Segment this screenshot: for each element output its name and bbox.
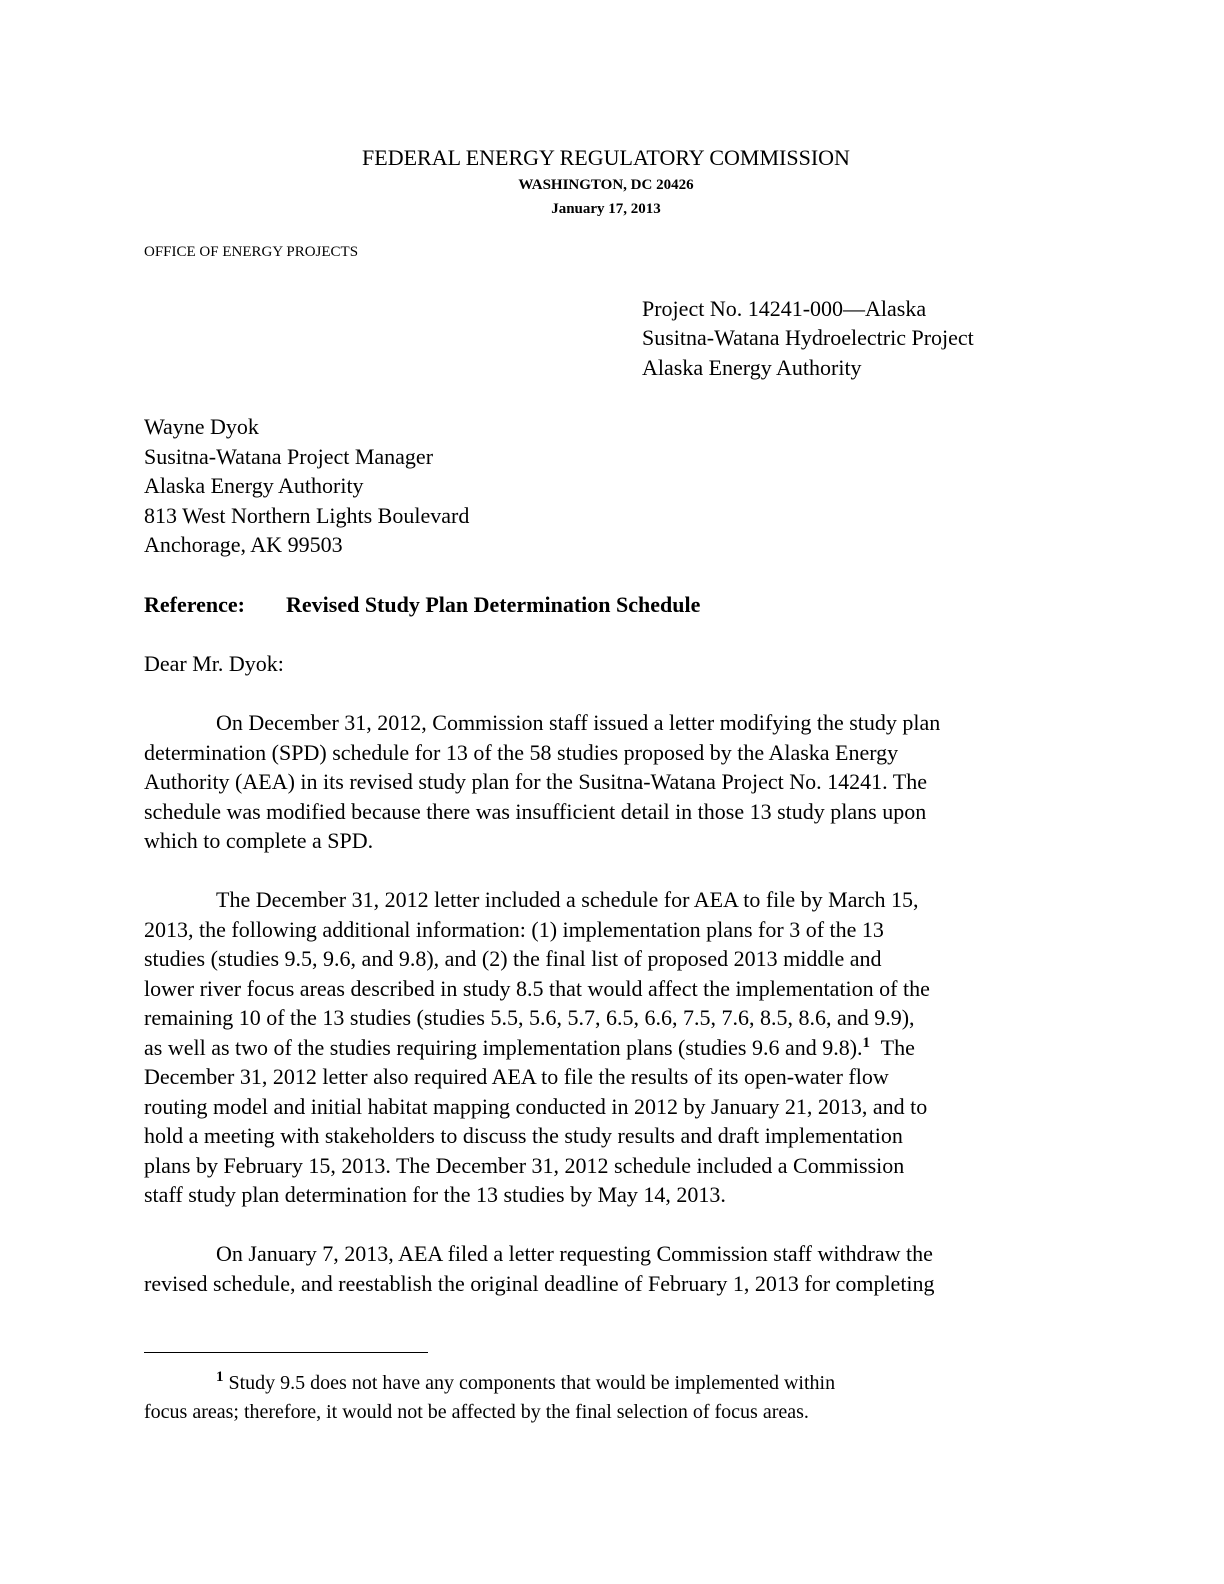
reference-label: Reference: (144, 592, 245, 617)
footnote-line-1 (216, 1370, 835, 1396)
office-name: OFFICE OF ENERGY PROJECTS (144, 244, 359, 260)
paragraph-line: remaining 10 of the 13 studies (studies 5.5, 5.6, 5.7, 6.5, 6.6, 7.5, 7.6, 8.5, 8.6, and 9.9), (144, 1005, 915, 1030)
footnote-reference: 1 (862, 1035, 871, 1051)
project-applicant: Alaska Energy Authority (642, 355, 862, 380)
paragraph-line: 2013, the following additional information: (1) implementation plans for 3 of the 13 (144, 917, 884, 942)
recipient-title: Susitna-Watana Project Manager (144, 444, 434, 469)
paragraph-line: plans by February 15, 2013. The December 31, 2012 schedule included a Commission (144, 1153, 905, 1178)
recipient-organization: Alaska Energy Authority (144, 473, 364, 498)
paragraph-line: December 31, 2012 letter also required AEA to file the results of its open-water flow (144, 1064, 889, 1089)
paragraph-line: studies (studies 9.5, 9.6, and 9.8), and (2) the final list of proposed 2013 middle and (144, 946, 882, 971)
salutation: Dear Mr. Dyok: (144, 651, 284, 676)
paragraph-line: lower river focus areas described in study 8.5 that would affect the implementation of the (144, 976, 930, 1001)
project-number: Project No. 14241-000—Alaska (642, 296, 927, 321)
agency-name: FEDERAL ENERGY REGULATORY COMMISSION (362, 145, 850, 170)
paragraph-line-tail: The (870, 1035, 915, 1060)
paragraph-line: Authority (AEA) in its revised study plan for the Susitna-Watana Project No. 14241. The (144, 769, 927, 794)
paragraph-line: routing model and initial habitat mapping conducted in 2012 by January 21, 2013, and to (144, 1094, 928, 1119)
paragraph-line-with-note (144, 1033, 915, 1062)
paragraph-line: which to complete a SPD. (144, 828, 374, 853)
footnote-divider (144, 1352, 428, 1353)
paragraph-line: staff study plan determination for the 13 studies by May 14, 2013. (144, 1182, 726, 1207)
paragraph-line: hold a meeting with stakeholders to discuss the study results and draft implementation (144, 1123, 903, 1148)
project-name: Susitna-Watana Hydroelectric Project (642, 325, 974, 350)
paragraph-line: On January 7, 2013, AEA filed a letter requesting Commission staff withdraw the (216, 1241, 933, 1266)
footnote-line-2: focus areas; therefore, it would not be affected by the final selection of focus areas. (144, 1401, 809, 1423)
paragraph-line: revised schedule, and reestablish the original deadline of February 1, 2013 for completing (144, 1271, 935, 1296)
paragraph-line: The December 31, 2012 letter included a schedule for AEA to file by March 15, (216, 887, 919, 912)
recipient-city: Anchorage, AK 99503 (144, 532, 343, 557)
paragraph-line-text: as well as two of the studies requiring implementation plans (studies 9.6 and 9.8). (144, 1035, 863, 1060)
paragraph-line: determination (SPD) schedule for 13 of the 58 studies proposed by the Alaska Energy (144, 740, 899, 765)
agency-address: WASHINGTON, DC 20426 (518, 177, 694, 193)
footnote-number: 1 (216, 1369, 224, 1385)
recipient-street: 813 West Northern Lights Boulevard (144, 503, 470, 528)
footnote-text: Study 9.5 does not have any components that would be implemented within (223, 1372, 836, 1394)
paragraph-line: On December 31, 2012, Commission staff issued a letter modifying the study plan (216, 710, 941, 735)
paragraph-line: schedule was modified because there was insufficient detail in those 13 study plans upon (144, 799, 927, 824)
recipient-name: Wayne Dyok (144, 414, 259, 439)
letter-date: January 17, 2013 (551, 201, 661, 217)
reference-subject: Revised Study Plan Determination Schedule (286, 592, 701, 617)
